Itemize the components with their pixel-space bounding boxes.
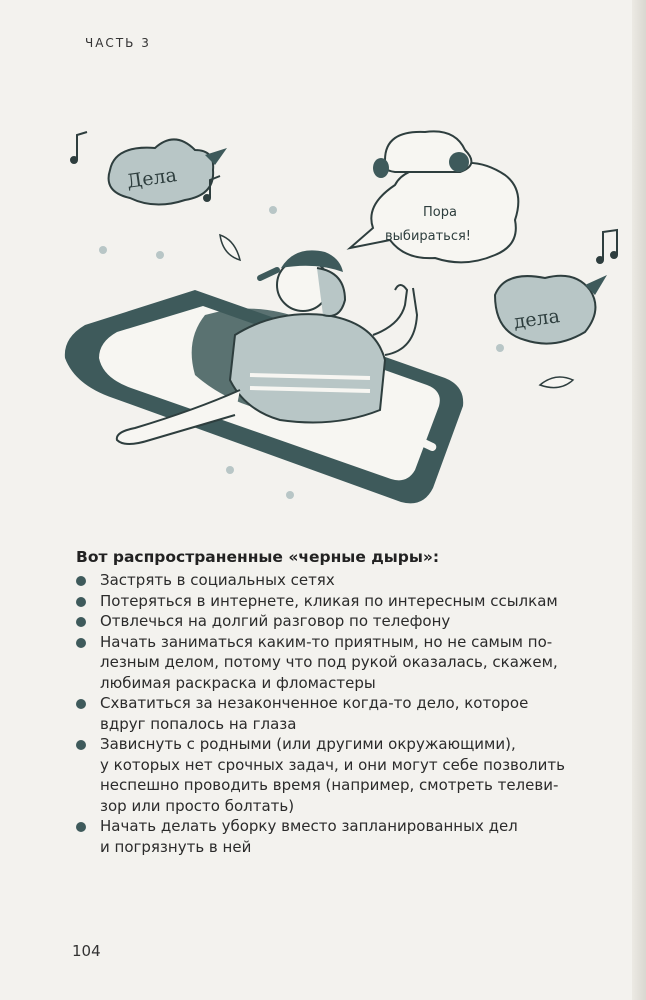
bullet-icon: [76, 740, 86, 750]
list-item: Схватиться за незаконченное когда-то дело, которое вдруг попалось на глаза: [76, 693, 596, 734]
bullet-icon: [76, 638, 86, 648]
black-holes-list: [76, 570, 596, 857]
bullet-icon: [76, 617, 86, 627]
bird-right-icon: [495, 275, 607, 344]
bird-right-label: дела: [512, 305, 562, 334]
phone-illustration: [55, 110, 635, 530]
page-number: 104: [72, 942, 101, 960]
bird-left-label: Дела: [125, 164, 179, 193]
list-heading: Вот распространенные «черные дыры»:: [76, 548, 440, 566]
list-item: Начать заниматься каким-то приятным, но не самым по- лезным делом, потому что под рукой оказалась, скажем, любимая раскраска и фломастеры: [76, 632, 596, 694]
speech-bubble-line2: выбираться!: [385, 229, 472, 244]
bullet-icon: [76, 597, 86, 607]
running-head: ЧАСТЬ 3: [85, 36, 151, 50]
list-item: Потеряться в интернете, кликая по интересным ссылкам: [76, 591, 596, 612]
list-item: Зависнуть с родными (или другими окружающими), у которых нет срочных задач, и они могут себе позволить неспешно проводить время (например, смотреть телеви- зор или просто болтать): [76, 734, 596, 816]
cloud-creature-icon: [373, 131, 471, 178]
list-item: Застрять в социальных сетях: [76, 570, 596, 591]
bullet-icon: [76, 699, 86, 709]
speech-bubble: [350, 163, 518, 262]
main-content: [76, 548, 596, 857]
bullet-icon: [76, 576, 86, 586]
bullet-icon: [76, 822, 86, 832]
speech-bubble-line1: Пора: [423, 205, 457, 220]
list-item: Начать делать уборку вместо запланированных дел и погрязнуть в ней: [76, 816, 596, 857]
list-item: Отвлечься на долгий разговор по телефону: [76, 611, 596, 632]
